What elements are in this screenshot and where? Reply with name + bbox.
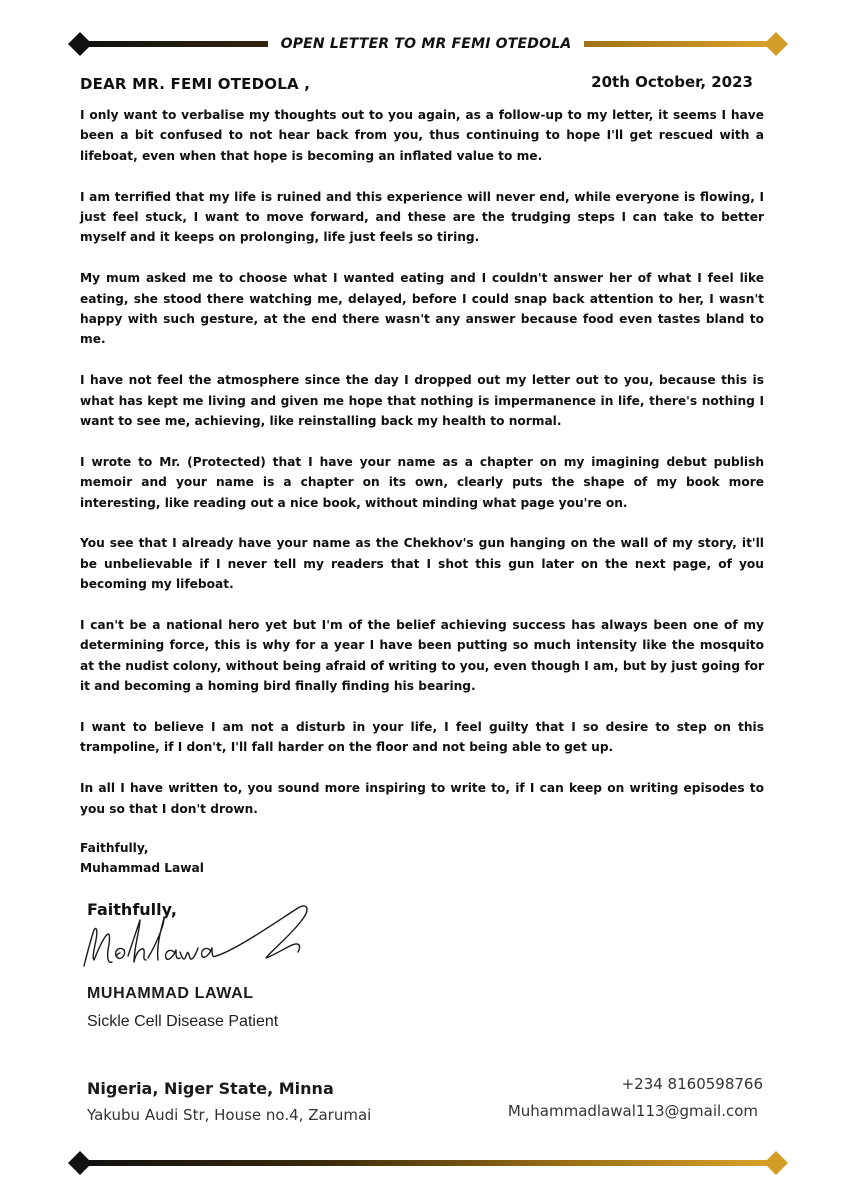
- signatory-role: Sickle Cell Disease Patient: [87, 1013, 279, 1030]
- letter-closing: [80, 838, 204, 879]
- address-line: Yakubu Audi Str, House no.4, Zarumai: [87, 1106, 372, 1124]
- address-title: Nigeria, Niger State, Minna: [87, 1079, 334, 1098]
- handwritten-signature: [76, 900, 326, 984]
- paragraph: You see that I already have your name as the Chekhov's gun hanging on the wall of my story, it'll be unbelievable if I never tell my readers that I shot this gun later on the next page, of you becoming my lifeboat.: [80, 536, 764, 592]
- phone-number: +234 8160598766: [621, 1075, 763, 1093]
- paragraph: I am terrified that my life is ruined and this experience will never end, while everyone is flowing, I just feel stuck, I want to move forward, and these are the trudging steps I can take to better myself and it keeps on prolonging, life just feels so tiring.: [80, 189, 764, 245]
- signature-faithfully: Faithfully,: [87, 900, 177, 919]
- letter-body: [80, 105, 764, 839]
- paragraph: In all I have written to, you sound more inspiring to write to, if I can keep on writing episodes to you so that I don't drown.: [80, 781, 764, 816]
- paragraph: I wrote to Mr. (Protected) that I have your name as a chapter on my imagining debut publish memoir and your name is a chapter on its own, clearly puts the shape of my book more interesting, like reading out a nice book, without minding what page you're on.: [80, 454, 764, 510]
- closing-word: Faithfully,: [80, 841, 149, 855]
- email-address: Muhammadlawal113@gmail.com: [507, 1102, 758, 1120]
- signatory-name: MUHAMMAD LAWAL: [87, 985, 254, 1002]
- paragraph: I want to believe I am not a disturb in your life, I feel guilty that I so desire to step on this trampoline, if I don't, I'll fall harder on the floor and not being able to get up.: [80, 720, 764, 755]
- closing-name: Muhammad Lawal: [80, 861, 204, 876]
- letter-date: 20th October, 2023: [591, 73, 753, 91]
- paragraph: My mum asked me to choose what I wanted eating and I couldn't answer her of what I feel like eating, she stood there watching me, delayed, before I could snap back attention to her, I wasn't happy with such gesture, at the end there wasn't any answer because food even tastes bland to me.: [80, 271, 764, 347]
- paragraph: I can't be a national hero yet but I'm of the belief achieving success has always been one of my determining force, this is why for a year I have been putting so much intensity like the mosquito at the nudist colony, without being afraid of writing to you, even though I am, but by just going for it and becoming a homing bird finally finding his bearing.: [80, 618, 764, 694]
- footer-decorative-bar: [66, 1149, 790, 1177]
- letter-title: OPEN LETTER TO MR FEMI OTEDOLA: [268, 33, 584, 55]
- salutation: DEAR MR. FEMI OTEDOLA ,: [80, 75, 311, 93]
- paragraph: I only want to verbalise my thoughts out to you again, as a follow-up to my letter, it seems I have been a bit confused to not hear back from you, thus continuing to hope I'll get rescued with a lifeboat, even when that hope is becoming an inflated value to me.: [80, 108, 764, 163]
- paragraph: I have not feel the atmosphere since the day I dropped out my letter out to you, because this is what has kept me living and given me hope that nothing is impermanence in life, there's nothing I want to see me, achieving, like reinstalling back my health to normal.: [80, 373, 764, 429]
